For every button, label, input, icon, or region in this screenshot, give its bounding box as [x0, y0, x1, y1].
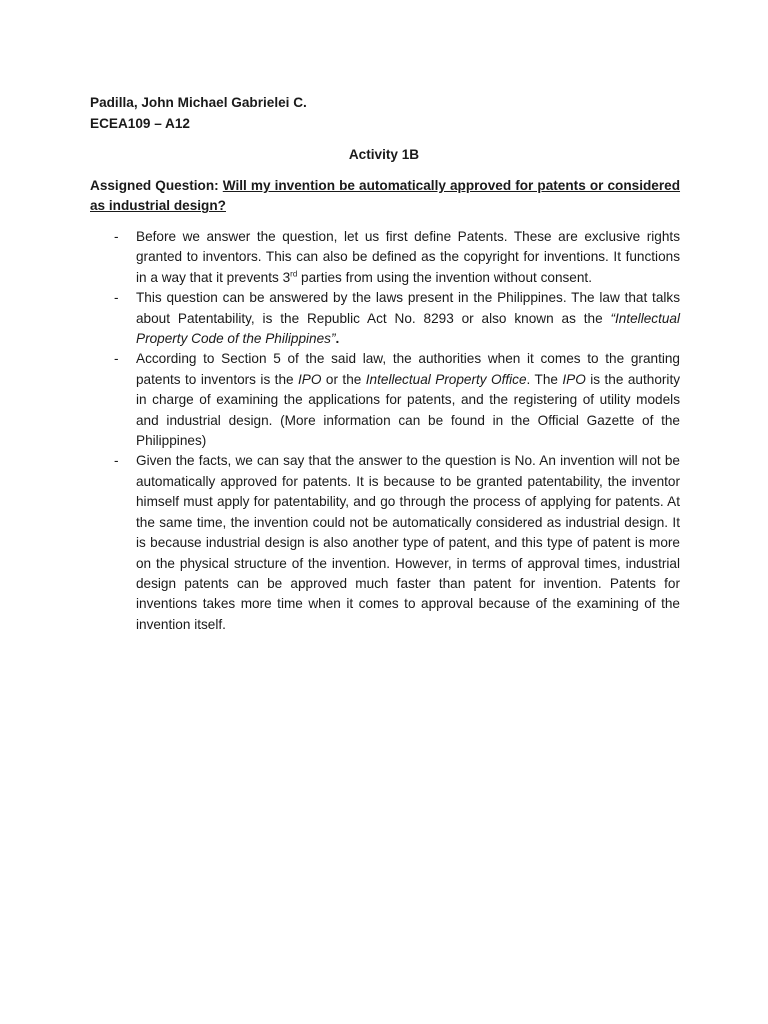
course-section: ECEA109 – A12: [90, 116, 190, 131]
bullet-text: or the: [321, 371, 366, 387]
law-title: “Intellectual Property Code of the Philippines”: [136, 310, 680, 347]
superscript: rd: [290, 269, 298, 279]
bullet-text: parties from using the invention without consent.: [297, 269, 592, 285]
bullet-text: . The: [526, 371, 563, 387]
bullet-text: This question can be answered by the laws present in the Philippines. The law that talks about Patentability, is the Republic Act No. 8293 or also known as the: [136, 290, 680, 326]
bullet-dash: -: [114, 351, 119, 367]
question-text: Will my invention be automatically approved for patents or considered as industrial design?: [90, 178, 681, 214]
answer-list: [90, 227, 680, 635]
question-label: Assigned Question:: [90, 178, 219, 193]
author-name: Padilla, John Michael Gabrielei C.: [90, 95, 307, 110]
list-item: [90, 288, 680, 349]
bullet-text: According to Section 5 of the said law, the authorities when it comes to the granting patents to inventors is the: [136, 351, 680, 387]
italic-term: IPO: [562, 371, 586, 387]
bullet-dash: -: [114, 453, 119, 469]
bullet-text: is the authority in charge of examining the applications for patents, and the registering of utility models and industrial design. (More information can be found in the Official Gazette of the Philippines): [136, 371, 681, 449]
bullet-dash: -: [114, 229, 119, 244]
bullet-dash: -: [114, 290, 119, 306]
assigned-question: [90, 176, 680, 217]
bullet-text: .: [335, 331, 340, 347]
bullet-text: Given the facts, we can say that the answer to the question is No. An invention will not be automatically approved for patents. It is because to be granted patentability, the inventor himself must apply for patentability, and go through the process of applying for patents. At the same time, the invention could not be automatically considered as industrial design. It is because industrial design is also another type of patent, and this type of patent is more on the physical structure of the invention. However, in terms of approval times, industrial design patents can be approved much faster than patent for invention. Patents for inventions takes more time when it comes to approval because of the examining of the invention itself.: [136, 453, 680, 632]
italic-term: IPO: [298, 371, 322, 387]
list-item: [90, 227, 680, 288]
bullet-text: Before we answer the question, let us first define Patents. These are exclusive rights granted to inventors. This can also be defined as the copyright for inventions. It functions in a way that it prevents 3: [136, 229, 680, 285]
list-item: [90, 451, 680, 635]
list-item: [90, 349, 680, 451]
document-title: Activity 1B: [348, 147, 420, 162]
italic-term: Intellectual Property Office: [365, 371, 527, 387]
